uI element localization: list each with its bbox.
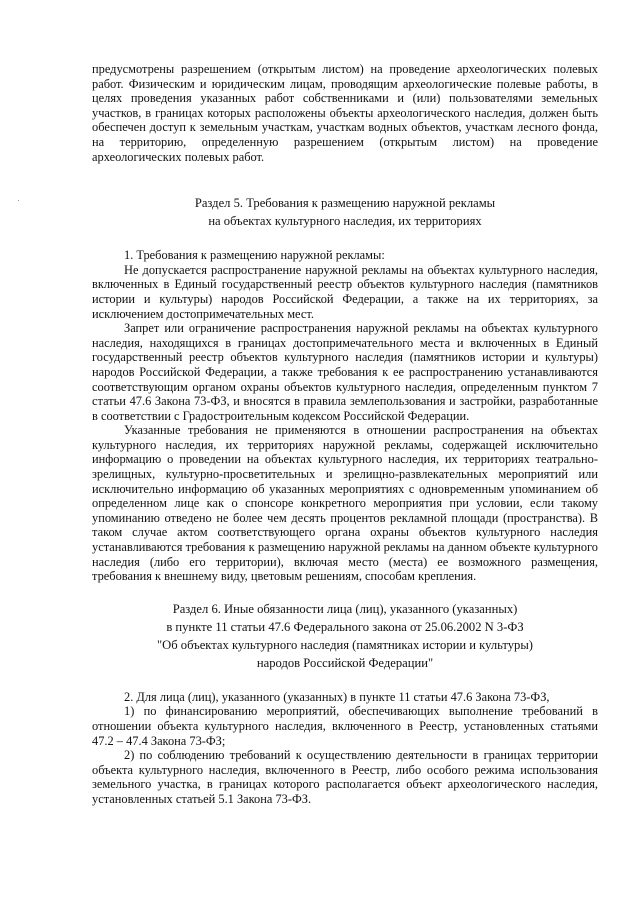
section-5-heading — [92, 194, 598, 230]
section-6-title-line-3: "Об объектах культурного наследия (памятниках истории и культуры) — [157, 637, 533, 652]
section-5-title-line-2: на объектах культурного наследия, их территориях — [208, 214, 482, 229]
section-5-paragraph-2: Запрет или ограничение распространения наружной рекламы на объектах культурного наследия, находящихся в границах достопримечательного места и включенных в Единый государственный реестр объектов культурного наследия (памятников истории и культуры) народов Российской Федерации, а также требования к ее распространению устанавливаются соответствующим органом охраны объектов культурного наследия, определенным пунктом 7 статьи 47.6 Закона 73-ФЗ, и вносятся в правила землепользования и застройки, разработанные в соответствии с Градостроительным кодексом Российской Федерации. — [92, 321, 598, 423]
section-6-subitem-2: 2) по соблюдению требований к осуществлению деятельности в границах территории объекта культурного наследия, включенного в Реестр, либо особого режима использования земельного участка, в границах которого располагается объект археологического наследия, установленных статьей 5.1 Закона 73-ФЗ. — [92, 748, 598, 806]
section-5-title-line-1: Раздел 5. Требования к размещению наружной рекламы — [194, 196, 496, 211]
section-6-title-line-1: Раздел 6. Иные обязанности лица (лиц), указанного (указанных) — [172, 601, 518, 616]
section-6-title-line-4: народов Российской Федерации" — [256, 655, 434, 670]
document-page — [92, 62, 598, 807]
section-6-title-line-2: в пункте 11 статьи 47.6 Федерального закона от 25.06.2002 N 3-ФЗ — [166, 619, 524, 634]
section-6-subitem-1: 1) по финансированию мероприятий, обеспечивающих выполнение требований в отношении объекта культурного наследия, включенного в Реестр, установленных статьями 47.2 – 47.4 Закона 73-ФЗ; — [92, 704, 598, 748]
scan-dot — [18, 200, 19, 201]
section-6-heading — [92, 600, 598, 672]
section-6-item-2-heading: 2. Для лица (лиц), указанного (указанных) в пункте 11 статьи 47.6 Закона 73-ФЗ, — [124, 689, 550, 704]
section-5-paragraph-3: Указанные требования не применяются в отношении распространения на объектах культурного наследия, их территориях наружной рекламы, содержащей исключительно информацию о проведении на объектах культурного наследия, их территориях театрально-зрелищных, культурно-просветительных и зрелищно-развлекательных мероприятий или исключительно информацию об указанных мероприятиях с одновременным упоминанием об определенном лице как о спонсоре конкретного мероприятия при условии, если такому упоминанию отведено не более чем десять процентов рекламной площади (пространства). В таком случае актом соответствующего органа охраны объектов культурного наследия устанавливаются требования к размещению наружной рекламы на данном объекте культурного наследия (либо его территории), включая место (места) ее возможного размещения, требования к внешнему виду, цветовым решениям, способам крепления. — [92, 423, 598, 584]
section-5-item-1-heading: 1. Требования к размещению наружной рекламы: — [124, 248, 385, 263]
section-5-paragraph-1: Не допускается распространение наружной рекламы на объектах культурного наследия, включенных в Единый государственный реестр объектов культурного наследия (памятников истории и культуры) народов Российской Федерации, а также на их территориях, за исключением достопримечательных мест. — [92, 262, 598, 321]
intro-paragraph: предусмотрены разрешением (открытым листом) на проведение археологических полевых работ. Физическим и юридическим лицам, проводящим археологические полевые работы, в целях проведения указанных работ собственниками и (или) пользователями земельных участков, в границах которых расположены объекты археологического наследия, должен быть обеспечен доступ к земельным участкам, участкам водных объектов, участкам лесного фонда, на территорию, определенную разрешением (открытым листом) на проведение археологических полевых работ. — [92, 62, 598, 164]
